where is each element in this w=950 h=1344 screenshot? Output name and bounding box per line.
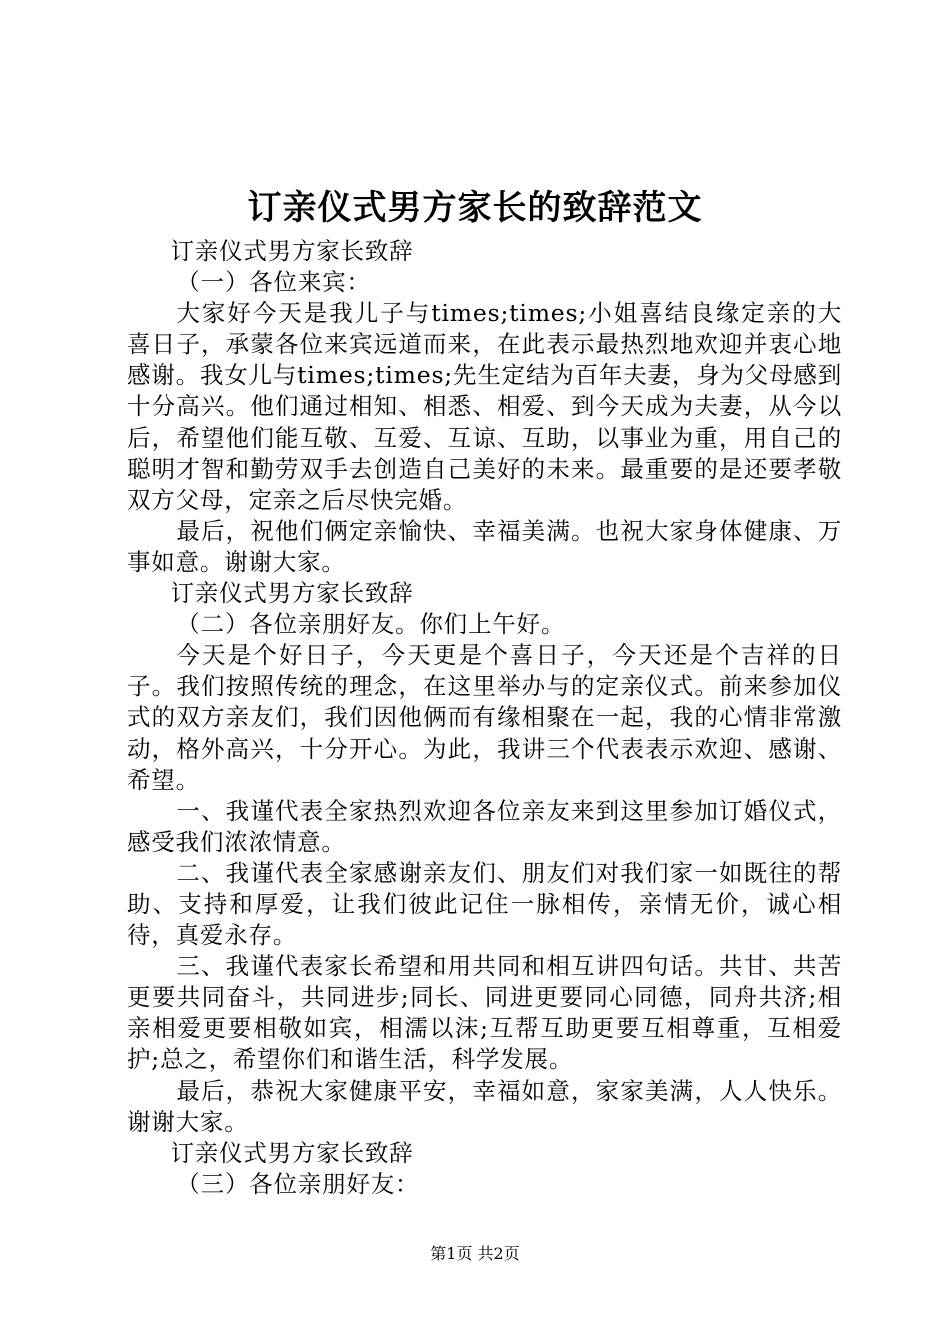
body-paragraph: 大家好今天是我儿子与times;times;小姐喜结良缘定亲的大喜日子，承蒙各位来宾远道而来，在此表示最热烈地欢迎并衷心地感谢。我女儿与times;times;先生定结为百年夫妻，身为父母感到十分高兴。他们通过相知、相悉、相爱、到今天成为夫妻，从今以后，希望他们能互敬、互爱、互谅、互助，以事业为重，用自己的聪明才智和勤劳双手去创造自己美好的未来。最重要的是还要孝敬双方父母，定亲之后尽快完婚。 [127,299,842,514]
body-paragraph: 二、我谨代表全家感谢亲友们、朋友们对我们家一如既往的帮助、支持和厚爱，让我们彼此记住一脉相传，亲情无价，诚心相待，真爱永存。 [127,858,842,950]
section-salutation: （一）各位来宾： [176,268,371,297]
section-salutation: （二）各位亲朋好友。你们上午好。 [176,610,566,639]
body-paragraph: 三、我谨代表家长希望和用共同和相互讲四句话。共甘、共苦更要共同奋斗，共同进步;同长、同进更要同心同德，同舟共济;相亲相爱更要相敬如宾，相濡以沫;互帮互助更要互相尊重，互相爱护;总之，希望你们和谐生活，科学发展。 [127,952,842,1074]
page-number: 第1页 共2页 [430,1244,520,1263]
section-heading: 订亲仪式男方家长致辞 [170,579,414,608]
body-paragraph: 最后，祝他们俩定亲愉快、幸福美满。也祝大家身体健康、万事如意。谢谢大家。 [127,516,842,576]
section-heading: 订亲仪式男方家长致辞 [170,237,414,265]
body-paragraph: 今天是个好日子，今天更是个喜日子，今天还是个吉祥的日子。我们按照传统的理念，在这里举办与的定亲仪式。前来参加仪式的双方亲友们，我们因他俩而有缘相聚在一起，我的心情非常激动，格外高兴，十分开心。为此，我讲三个代表表示欢迎、感谢、希望。 [127,641,842,794]
section-salutation: （三）各位亲朋好友： [176,1169,420,1198]
body-paragraph: 最后，恭祝大家健康平安，幸福如意，家家美满，人人快乐。谢谢大家。 [127,1076,842,1136]
document-body [127,236,842,1200]
document-title: 订亲仪式男方家长的致辞范文 [247,188,703,228]
section-heading: 订亲仪式男方家长致辞 [170,1138,414,1167]
body-paragraph: 一、我谨代表全家热烈欢迎各位亲友来到这里参加订婚仪式，感受我们浓浓情意。 [127,796,842,856]
